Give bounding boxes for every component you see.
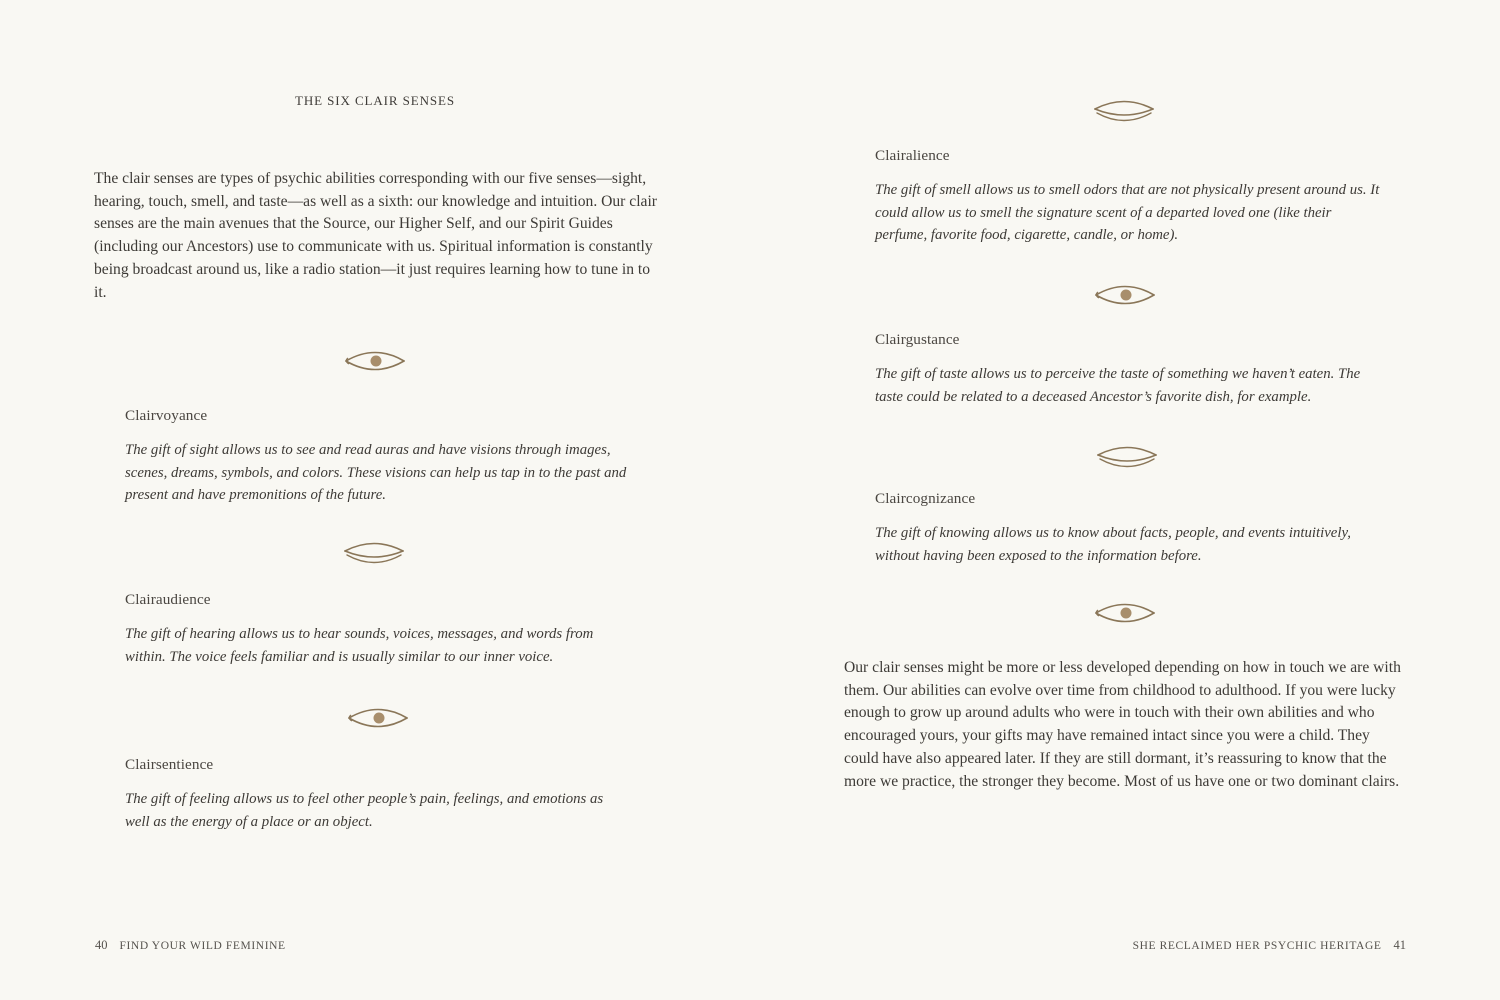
sense-description-claircognizance: The gift of knowing allows us to know about facts, people, and events intuitively, without having been exposed to the information before.: [875, 525, 1351, 564]
page-number-left: 40: [95, 938, 108, 952]
closed-eye-icon: [1092, 96, 1156, 126]
right-page: [750, 0, 1500, 1000]
running-head-left: FIND YOUR WILD FEMININE: [119, 940, 286, 952]
sense-description-clairaudience: The gift of hearing allows us to hear sounds, voices, messages, and words from within. The voice feels familiar and is usually similar to our inner voice.: [125, 626, 594, 665]
sense-name-claircognizance: Claircognizance: [875, 490, 976, 507]
sense-name-clairgustance: Clairgustance: [875, 331, 960, 348]
sense-name-clairalience: Clairalience: [875, 147, 950, 164]
open-eye-icon: [346, 703, 410, 733]
closed-eye-icon: [1095, 442, 1159, 472]
open-eye-icon: [1093, 280, 1157, 310]
section-heading: THE SIX CLAIR SENSES: [295, 93, 455, 108]
sense-description-clairvoyance: The gift of sight allows us to see and read auras and have visions through images, scenes, dreams, symbols, and colors. These visions can help us tap in to the past and present and have premonitions of the future.: [125, 442, 627, 504]
sense-description-clairsentience: The gift of feeling allows us to feel other people’s pain, feelings, and emotions as well as the energy of a place or an object.: [125, 791, 604, 830]
sense-name-clairaudience: Clairaudience: [125, 591, 211, 608]
sense-name-clairvoyance: Clairvoyance: [125, 407, 208, 424]
closing-paragraph: Our clair senses might be more or less developed depending on how in touch we are with them. Our abilities can evolve over time from childhood to adulthood. If you were lucky enough to grow up around adults who were in touch with their own abilities and who encouraged yours, your gifts may have remained intact since you were a child. They could have also appeared later. If they are still dormant, it’s reassuring to know that the more we practice, the stronger they become. Most of us have one or two dominant clairs.: [844, 659, 1401, 790]
intro-paragraph: The clair senses are types of psychic abilities corresponding with our five senses—sight, hearing, touch, smell, and taste—as well as a sixth: our knowledge and intuition. Our clair senses are the main avenues that the Source, our Higher Self, and our Spirit Guides (including our Ancestors) use to communicate with us. Spiritual information is constantly being broadcast around us, like a radio station—it just requires learning how to tune in to it.: [94, 170, 657, 301]
page-number-right: 41: [1393, 938, 1406, 952]
closed-eye-icon: [342, 538, 406, 568]
sense-description-clairgustance: The gift of taste allows us to perceive the taste of something we haven’t eaten. The taste could be related to a deceased Ancestor’s favorite dish, for example.: [875, 366, 1361, 405]
sense-name-clairsentience: Clairsentience: [125, 756, 214, 773]
open-eye-icon: [343, 346, 407, 376]
left-folio: [95, 938, 286, 953]
sense-description-clairalience: The gift of smell allows us to smell odors that are not physically present around us. It could allow us to smell the signature scent of a departed loved one (like their perfume, favorite food, cigarette, candle, or home).: [875, 182, 1380, 244]
running-head-right: SHE RECLAIMED HER PSYCHIC HERITAGE: [1132, 940, 1382, 952]
open-eye-icon: [1093, 598, 1157, 628]
right-folio: [1133, 938, 1406, 953]
